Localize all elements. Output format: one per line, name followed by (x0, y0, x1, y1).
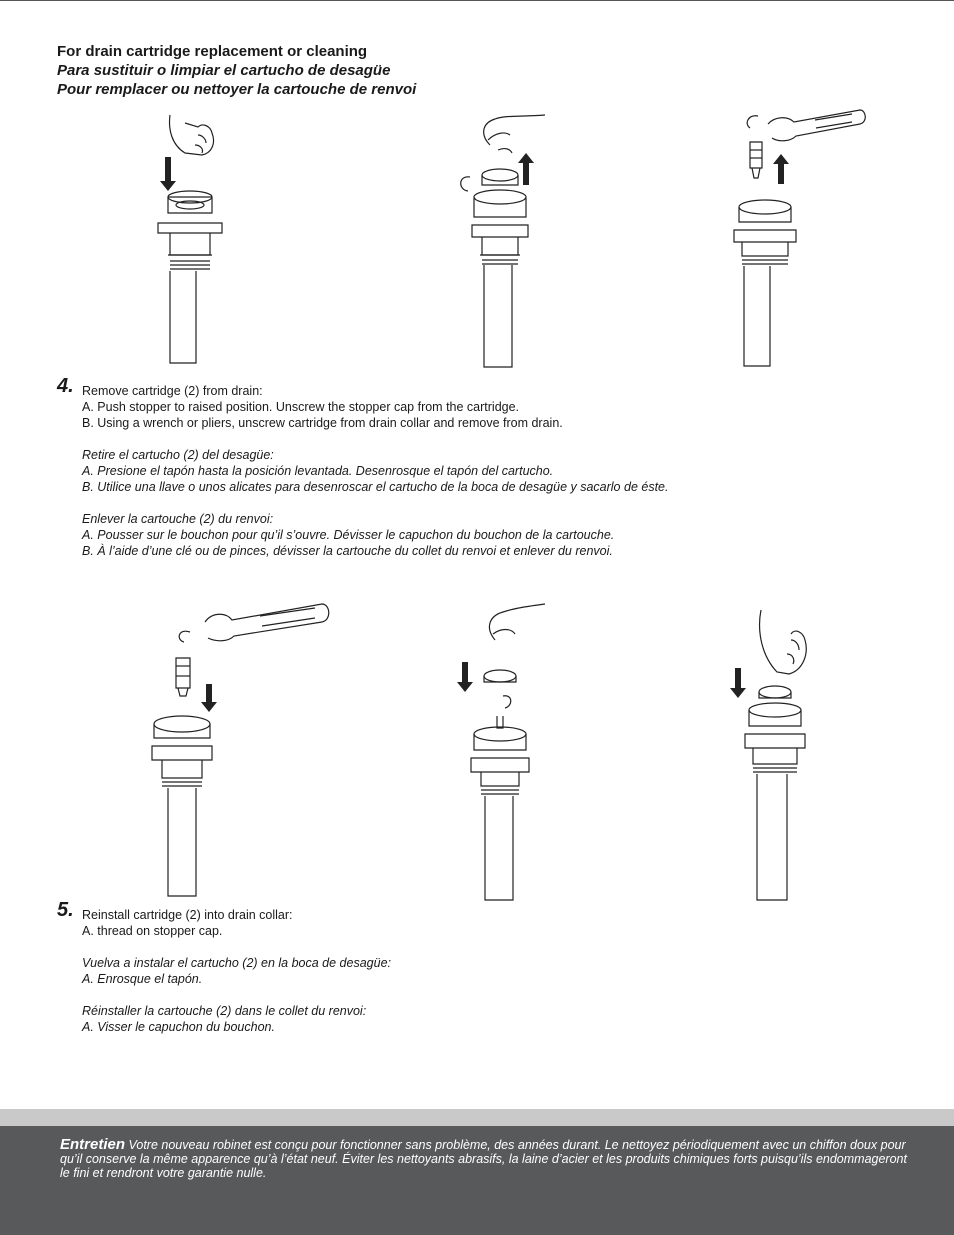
illustration-thread-cap (455, 600, 550, 902)
step-4-en-b: B. Using a wrench or pliers, unscrew cartridge from drain collar and remove from drain. (82, 416, 563, 430)
step-5-en-title: Reinstall cartridge (2) into drain collar: (82, 908, 293, 922)
illustration-push-stopper (140, 105, 240, 367)
maintenance-text: Votre nouveau robinet est conçu pour fonctionner sans problème, des années durant. Le nettoyez périodiquement avec un chiffon doux pour qu’il conserve la même apparence qu’à l’état neuf. Éviter les nettoyants abrasifs, la laine d’acier et les produits chimiques forts puisqu’ils endommageront le fini et rendront votre garantie nulle. (60, 1138, 907, 1180)
step-5-fr-title: Réinstaller la cartouche (2) dans le collet du renvoi: (82, 1004, 367, 1018)
step-4-fr-a: A. Pousser sur le bouchon pour qu’il s’ouvre. Dévisser le capuchon du bouchon de la cartouche. (82, 528, 615, 542)
step-number: 4. (57, 375, 74, 397)
step-4-fr-b: B. À l’aide d’une clé ou de pinces, dévisser la cartouche du collet du renvoi et enlever du renvoi. (82, 544, 613, 558)
illustration-remove-cartridge-wrench (720, 102, 870, 370)
step-5-en-a: A. thread on stopper cap. (82, 924, 223, 938)
step-5-es-title: Vuelva a instalar el cartucho (2) en la boca de desagüe: (82, 956, 391, 970)
illustration-unscrew-cap (450, 105, 560, 370)
step-5-es-a: A. Enrosque el tapón. (82, 972, 203, 986)
heading-fr: Pour remplacer ou nettoyer la cartouche de renvoi (57, 81, 417, 98)
step-4-en-a: A. Push stopper to raised position. Unscrew the stopper cap from the cartridge. (82, 400, 520, 414)
step-4-en-title: Remove cartridge (2) from drain: (82, 384, 263, 398)
heading-es: Para sustituir o limpiar el cartucho de desagüe (57, 62, 391, 79)
step-4-es-b: B. Utilice una llave o unos alicates para desenroscar el cartucho de la boca de desagüe y sacarlo de éste. (82, 480, 669, 494)
section-heading (57, 42, 416, 99)
step-4-es-a: A. Presione el tapón hasta la posición levantada. Desenrosque el tapón del cartucho. (82, 464, 554, 478)
step-5-fr-a: A. Visser le capuchon du bouchon. (82, 1020, 275, 1034)
illustration-insert-cartridge-wrench (150, 598, 335, 900)
step-4-fr-title: Enlever la cartouche (2) du renvoi: (82, 512, 274, 526)
heading-en: For drain cartridge replacement or cleaning (57, 43, 368, 60)
top-rule (0, 0, 954, 1)
footer-band-light (0, 1109, 954, 1126)
maintenance-title: Entretien (60, 1136, 126, 1153)
step-4-es-title: Retire el cartucho (2) del desagüe: (82, 448, 274, 462)
maintenance-note (60, 1138, 920, 1180)
illustration-reinstall-stopper (725, 600, 820, 902)
step-number: 5. (57, 899, 74, 921)
